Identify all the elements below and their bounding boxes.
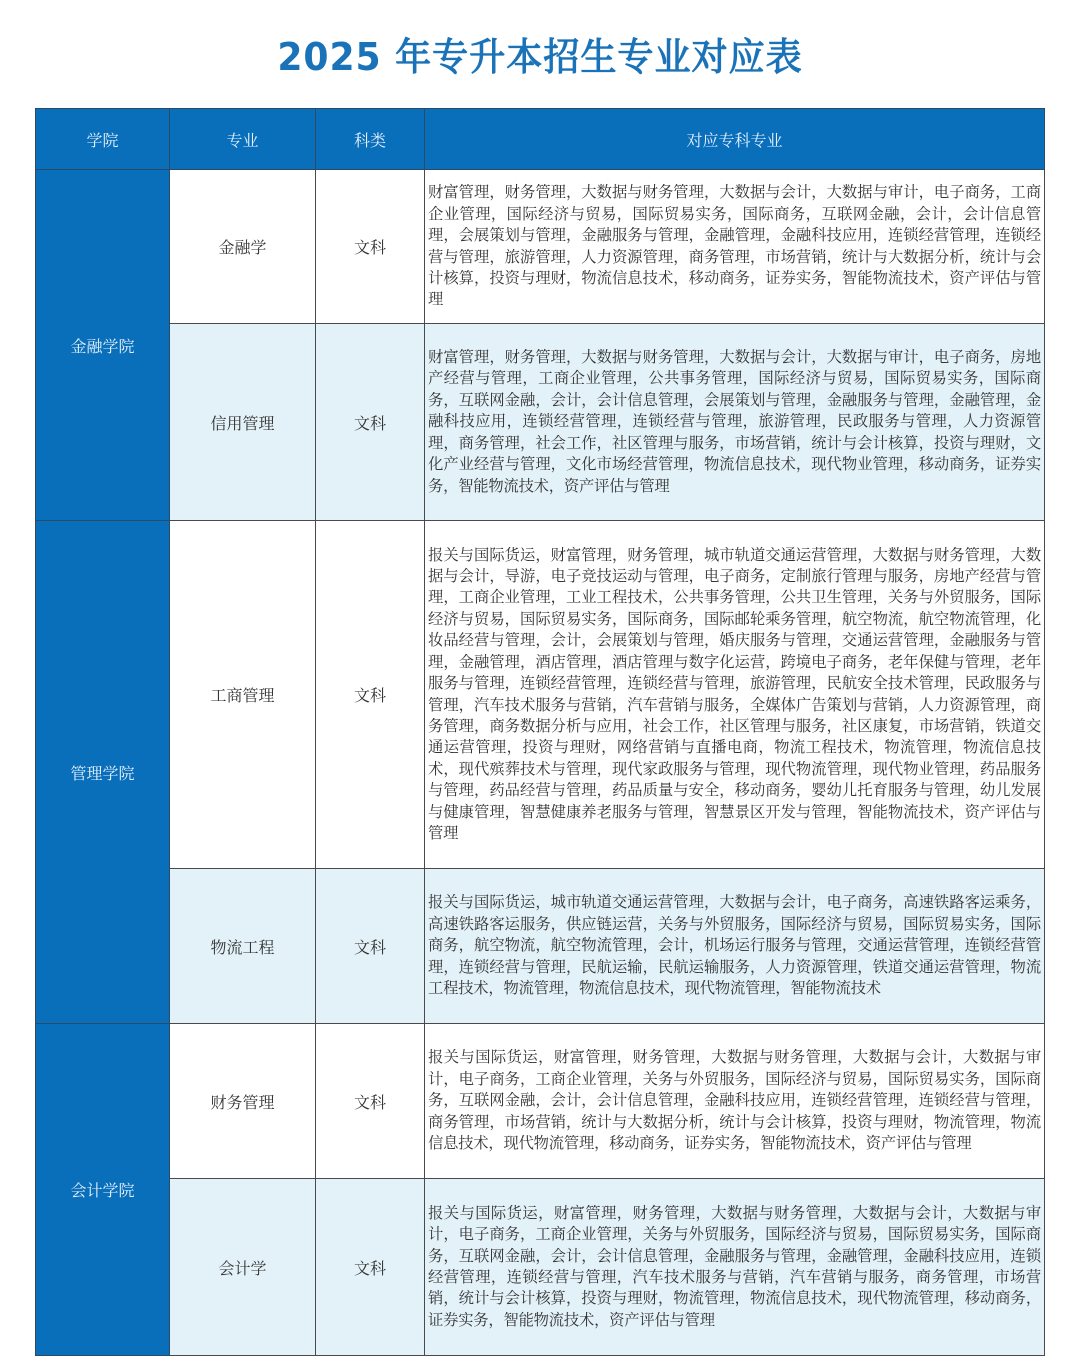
header-category: 科类 bbox=[316, 109, 425, 170]
table-row bbox=[36, 1179, 1045, 1356]
header-related-majors: 对应专科专业 bbox=[425, 109, 1045, 170]
category-cell: 文科 bbox=[316, 869, 425, 1024]
college-cell-accounting: 会计学院 bbox=[36, 1024, 170, 1356]
major-mapping-table bbox=[35, 108, 1045, 1356]
major-cell: 财务管理 bbox=[170, 1024, 316, 1179]
header-college: 学院 bbox=[36, 109, 170, 170]
category-cell: 文科 bbox=[316, 1179, 425, 1356]
major-cell: 金融学 bbox=[170, 170, 316, 324]
major-cell: 工商管理 bbox=[170, 521, 316, 869]
table-row bbox=[36, 324, 1045, 521]
category-cell: 文科 bbox=[316, 1024, 425, 1179]
related-majors-cell: 财富管理，财务管理，大数据与财务管理，大数据与会计，大数据与审计，电子商务，工商企业管理，国际经济与贸易，国际贸易实务，国际商务，互联网金融，会计，会计信息管理，会展策划与管理，金融服务与管理，金融管理，金融科技应用，连锁经营管理，连锁经营与管理，旅游管理，人力资源管理，商务管理，市场营销，统计与大数据分析，统计与会计核算，投资与理财，物流信息技术，移动商务，证券实务，智能物流技术，资产评估与管理 bbox=[425, 170, 1045, 324]
table-row bbox=[36, 521, 1045, 869]
related-majors-cell: 报关与国际货运，城市轨道交通运营管理，大数据与会计，电子商务，高速铁路客运乘务，高速铁路客运服务，供应链运营，关务与外贸服务，国际经济与贸易，国际贸易实务，国际商务，航空物流，航空物流管理，会计，机场运行服务与管理，交通运营管理，连锁经营管理，连锁经营与管理，民航运输，民航运输服务，人力资源管理，铁道交通运营管理，物流工程技术，物流管理，物流信息技术，现代物流管理，智能物流技术 bbox=[425, 869, 1045, 1024]
related-majors-cell: 财富管理，财务管理，大数据与财务管理，大数据与会计，大数据与审计，电子商务，房地产经营与管理，工商企业管理，公共事务管理，国际经济与贸易，国际贸易实务，国际商务，互联网金融，会计，会计信息管理，会展策划与管理，金融服务与管理，金融管理，金融科技应用，连锁经营管理，连锁经营与管理，旅游管理，民政服务与管理，人力资源管理，商务管理，社会工作，社区管理与服务，市场营销，统计与会计核算，投资与理财，文化产业经营与管理，文化市场经营管理，物流信息技术，现代物业管理，移动商务，证券实务，智能物流技术，资产评估与管理 bbox=[425, 324, 1045, 521]
related-majors-cell: 报关与国际货运，财富管理，财务管理，城市轨道交通运营管理，大数据与财务管理，大数据与会计，导游，电子竞技运动与管理，电子商务，定制旅行管理与服务，房地产经营与管理，工商企业管理，工业工程技术，公共事务管理，公共卫生管理，关务与外贸服务，国际经济与贸易，国际贸易实务，国际商务，国际邮轮乘务管理，航空物流，航空物流管理，化妆品经营与管理，会计，会展策划与管理，婚庆服务与管理，交通运营管理，金融服务与管理，金融管理，酒店管理，酒店管理与数字化运营，跨境电子商务，老年保健与管理，老年服务与管理，连锁经营管理，连锁经营与管理，旅游管理，民航安全技术管理，民政服务与管理，汽车技术服务与营销，汽车营销与服务，全媒体广告策划与营销，人力资源管理，商务管理，商务数据分析与应用，社会工作，社区管理与服务，社区康复，市场营销，铁道交通运营管理，投资与理财，网络营销与直播电商，物流工程技术，物流管理，物流信息技术，现代殡葬技术与管理，现代家政服务与管理，现代物流管理，现代物业管理，药品服务与管理，药品经营与管理，药品质量与安全，移动商务，婴幼儿托育服务与管理，幼儿发展与健康管理，智慧健康养老服务与管理，智慧景区开发与管理，智能物流技术，资产评估与管理 bbox=[425, 521, 1045, 869]
related-majors-cell: 报关与国际货运，财富管理，财务管理，大数据与财务管理，大数据与会计，大数据与审计，电子商务，工商企业管理，关务与外贸服务，国际经济与贸易，国际贸易实务，国际商务，互联网金融，会计，会计信息管理，金融科技应用，连锁经营管理，连锁经营与管理，商务管理，市场营销，统计与大数据分析，统计与会计核算，投资与理财，物流管理，物流信息技术，现代物流管理，移动商务，证券实务，智能物流技术，资产评估与管理 bbox=[425, 1024, 1045, 1179]
header-major: 专业 bbox=[170, 109, 316, 170]
page-title: 2025 年专升本招生专业对应表 bbox=[277, 35, 803, 79]
major-cell: 物流工程 bbox=[170, 869, 316, 1024]
table-header-row bbox=[36, 109, 1045, 170]
college-cell-management: 管理学院 bbox=[36, 521, 170, 1024]
table-row bbox=[36, 869, 1045, 1024]
related-majors-cell: 报关与国际货运，财富管理，财务管理，大数据与财务管理，大数据与会计，大数据与审计，电子商务，工商企业管理，关务与外贸服务，国际经济与贸易，国际贸易实务，国际商务，互联网金融，会计，会计信息管理，金融服务与管理，金融管理，金融科技应用，连锁经营管理，连锁经营与管理，汽车技术服务与营销，汽车营销与服务，商务管理，市场营销，统计与会计核算，投资与理财，物流管理，物流信息技术，现代物流管理，移动商务，证券实务，智能物流技术，资产评估与管理 bbox=[425, 1179, 1045, 1356]
table-row bbox=[36, 170, 1045, 324]
college-cell-finance: 金融学院 bbox=[36, 170, 170, 521]
category-cell: 文科 bbox=[316, 324, 425, 521]
table-row bbox=[36, 1024, 1045, 1179]
category-cell: 文科 bbox=[316, 170, 425, 324]
category-cell: 文科 bbox=[316, 521, 425, 869]
major-cell: 信用管理 bbox=[170, 324, 316, 521]
major-cell: 会计学 bbox=[170, 1179, 316, 1356]
